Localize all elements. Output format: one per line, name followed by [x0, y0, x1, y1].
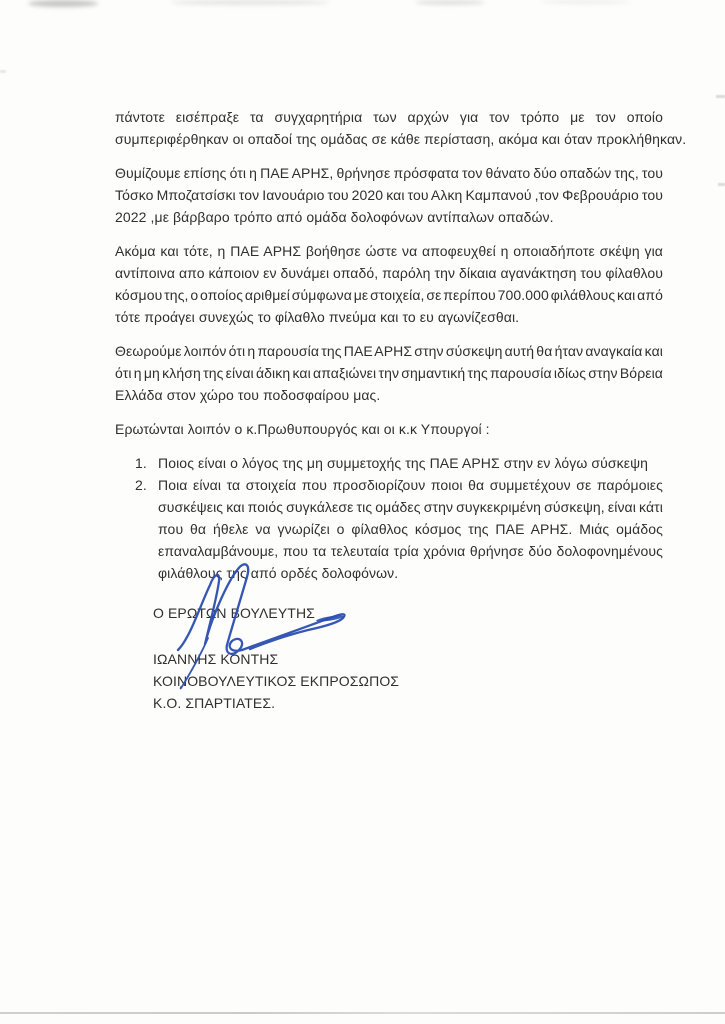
text-line: Ακόμα και τότε, η ΠΑΕ ΑΡΗΣ βοήθησε ώστε να αποφευχθεί η οποιαδήποτε σκέψη για	[115, 243, 663, 259]
scan-smudge	[415, 0, 485, 5]
text-line: φιλάθλους της από ορδές δολοφόνων.	[158, 565, 399, 581]
document-paragraph	[115, 106, 687, 150]
scan-smudge	[540, 0, 630, 4]
text-line: Ποιος είναι ο λόγος της μη συμμετοχής της ΠΑΕ ΑΡΗΣ στην εν λόγω σύσκεψη	[158, 455, 649, 471]
signatory-name: ΙΩΑΝΝΗΣ ΚΟΝΤΗΣ	[153, 651, 279, 667]
question-text	[158, 452, 663, 474]
text-line: τότε προάγει συνεχώς το φίλαθλο πνεύμα και το ευ αγωνίζεσθαι.	[115, 309, 520, 325]
letter-body	[115, 106, 687, 714]
question-number: 2.	[135, 477, 147, 493]
signatory-party: Κ.Ο. ΣΠΑΡΤΙΑΤΕΣ.	[153, 695, 276, 711]
text-line: Ερωτώνται λοιπόν ο κ.Πρωθυπουργός και οι κ.κ Υπουργοί :	[115, 421, 490, 437]
scan-speck	[716, 95, 725, 98]
text-line: πάντοτε εισέπραξε τα συγχαρητήρια των αρχών για τον τρόπο με τον οποίο	[115, 109, 663, 125]
question-item	[115, 452, 663, 474]
question-list	[115, 452, 663, 584]
text-line: κόσμου της, ο οποίος αριθμεί σύμφωνα με στοιχεία, σε περίπου 700.000 φιλάθλους και από	[115, 287, 663, 303]
text-line: Ελλάδα στον χώρο του ποδοσφαίρου μας.	[115, 387, 381, 403]
document-paragraphs	[115, 106, 687, 440]
text-line: 2022 ,με βάρβαρο τρόπο από ομάδα δολοφόνων αντίπαλων οπαδών.	[115, 209, 554, 225]
document-paragraph	[115, 162, 663, 228]
text-line: αντίποινα απο κάποιον εν δυνάμει οπαδό, παρόλη την δίκαια αγανάκτηση του φίλαθλου	[115, 265, 663, 281]
text-line: Θυμίζουμε επίσης ότι η ΠΑΕ ΑΡΗΣ, θρήνησε πρόσφατα τον θάνατο δύο οπαδών της, του	[115, 165, 663, 181]
document-paragraph	[115, 418, 663, 440]
text-line: Ποια είναι τα στοιχεία που προσδιορίζουν ποιοι θα συμμετέχουν σε παρόμοιες	[158, 477, 663, 493]
scan-speck	[0, 70, 6, 73]
page-edge-line	[0, 1012, 725, 1014]
scan-speck	[718, 183, 725, 186]
text-line: συσκέψεις και ποιός συγκάλεσε τις ομάδες στην συγκεκριμένη σύσκεψη, είναι κάτι	[158, 499, 663, 515]
signatory-role: Ο ΕΡΩΤΩΝ ΒΟΥΛΕΥΤΗΣ	[153, 605, 315, 621]
signature-block	[153, 602, 663, 714]
text-line: συμπεριφέρθηκαν οι οπαδοί της ομάδας σε κάθε περίσταση, ακόμα και όταν προκλήθηκαν.	[115, 131, 687, 147]
scan-smudge	[170, 0, 330, 5]
text-line: επαναλαμβάνουμε, που τα τελευταία τρία χρόνια θρήνησε δύο δολοφονημένους	[158, 543, 663, 559]
document-paragraph	[115, 340, 663, 406]
question-number: 1.	[135, 455, 147, 471]
question-item	[115, 474, 663, 584]
scan-smudge	[28, 0, 98, 7]
question-text	[158, 474, 663, 584]
signatory-title: ΚΟΙΝΟΒΟΥΛΕΥΤΙΚΟΣ ΕΚΠΡΟΣΩΠΟΣ	[153, 673, 400, 689]
text-line: Τόσκο Μποζατσίσκι τον Ιανουάριο του 2020 και του Αλκη Καμπανού ,τον Φεβρουάριο του	[115, 187, 663, 203]
text-line: ότι η μη κλήση της είναι άδικη και απαξιώνει την σημαντική της παρουσία ιδίως στην Βόρεια	[115, 365, 663, 381]
text-line: Θεωρούμε λοιπόν ότι η παρουσία της ΠΑΕ ΑΡΗΣ στην σύσκεψη αυτή θα ήταν αναγκαία και	[115, 343, 663, 359]
text-line: που θα ήθελε να γνωρίζει ο φίλαθλος κόσμος της ΠΑΕ ΑΡΗΣ. Μιάς ομάδος	[158, 521, 663, 537]
document-paragraph	[115, 240, 663, 328]
